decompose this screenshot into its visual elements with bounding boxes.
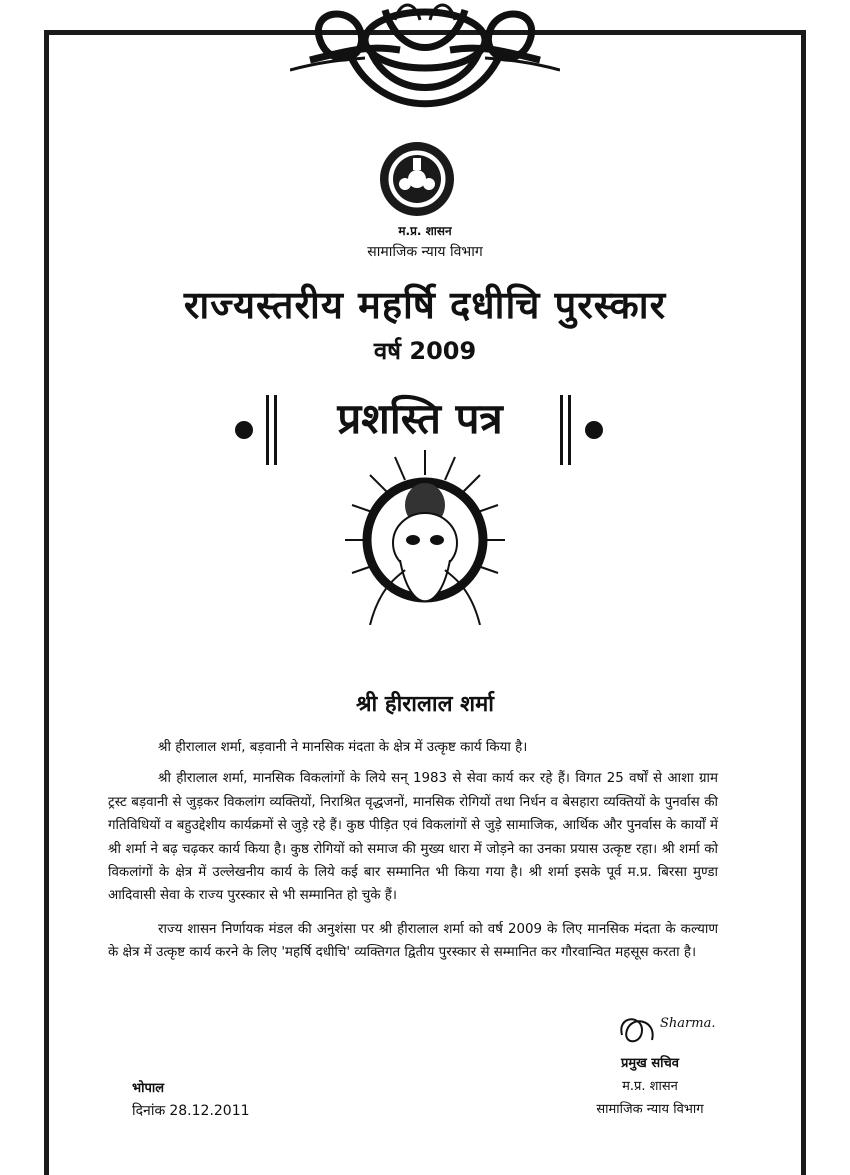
date-label: दिनांक [132, 1103, 166, 1119]
award-year: वर्ष 2009 [373, 337, 477, 365]
handwritten-signature: Sharma. [660, 1016, 716, 1031]
maharshi-dadhichi-portrait [340, 445, 510, 625]
award-title: राज्यस्तरीय महर्षि दधीचि पुरस्कार [183, 283, 667, 327]
right-dot-bars-ornament [550, 395, 610, 465]
citation-paragraph: राज्य शासन निर्णायक मंडल की अनुशंसा पर श्री हीरालाल शर्मा को वर्ष 2009 के लिए मानसिक मंदता के कल्याण के क्षेत्र में उत्कृष्ट कार्य करने के लिए 'महर्षि दधीचि' व्यक्तिगत द्वितीय पुरस्कार से सम्मानित कर गौरवान्वित महसूस करता है। [108, 921, 718, 961]
signatory-block [570, 1052, 730, 1121]
citation-paragraph: श्री हीरालाल शर्मा, बड़वानी ने मानसिक मंदता के क्षेत्र में उत्कृष्ट कार्य किया है। [158, 740, 528, 755]
left-dot-bars-ornament [230, 395, 290, 465]
signatory-designation: प्रमुख सचिव [621, 1056, 679, 1071]
citation-paragraph: श्री हीरालाल शर्मा, मानसिक विकलांगों के लिये सन् 1983 से सेवा कार्य कर रहे हैं। विगत 25 वर्षों से आशा ग्राम ट्रस्ट बड़वानी से जुड़कर विकलांग व्यक्तियों, निराश्रित वृद्धजनों, मानसिक रोगियों तथा निर्धन व बेसहारा व्यक्तियों के पुनर्वास की गतिविधियों व बहुउद्देशीय कार्यक्रमों से जुड़े रहे हैं। कुष्ठ पीड़ित एवं विकलांगों से जुड़े सामाजिक, आर्थिक और पुनर्वास के कार्यों में श्री शर्मा ने बढ़ चढ़कर कार्य किया है। कुष्ठ रोगियों को समाज की मुख्य धारा में जोड़ने का उनका प्रयास उत्कृष्ट रहा। श्री शर्मा को विकलांगों के क्षेत्र में उल्लेखनीय कार्य के लिये कई बार सम्मानित भी किया गया है। श्री शर्मा इसके पूर्व म.प्र. बिरसा मुण्डा आदिवासी सेवा के राज्य पुरस्कार से भी सम्मानित हो चुके हैं। [108, 771, 718, 904]
date-value: 28.12.2011 [169, 1103, 250, 1119]
recipient-name: श्री हीरालाल शर्मा [355, 692, 494, 717]
signatory-government: म.प्र. शासन [622, 1079, 678, 1094]
government-seal [378, 140, 456, 218]
certificate-title: प्रशस्ति पत्र [337, 394, 503, 443]
decorative-ornament [290, 0, 560, 140]
seal-government-label: म.प्र. शासन [398, 224, 452, 238]
issue-place: भोपाल [132, 1081, 165, 1096]
department-label: सामाजिक न्याय विभाग [367, 244, 483, 260]
citation-text [108, 736, 718, 975]
signatory-department: सामाजिक न्याय विभाग [596, 1102, 704, 1117]
issue-date [132, 1101, 250, 1120]
